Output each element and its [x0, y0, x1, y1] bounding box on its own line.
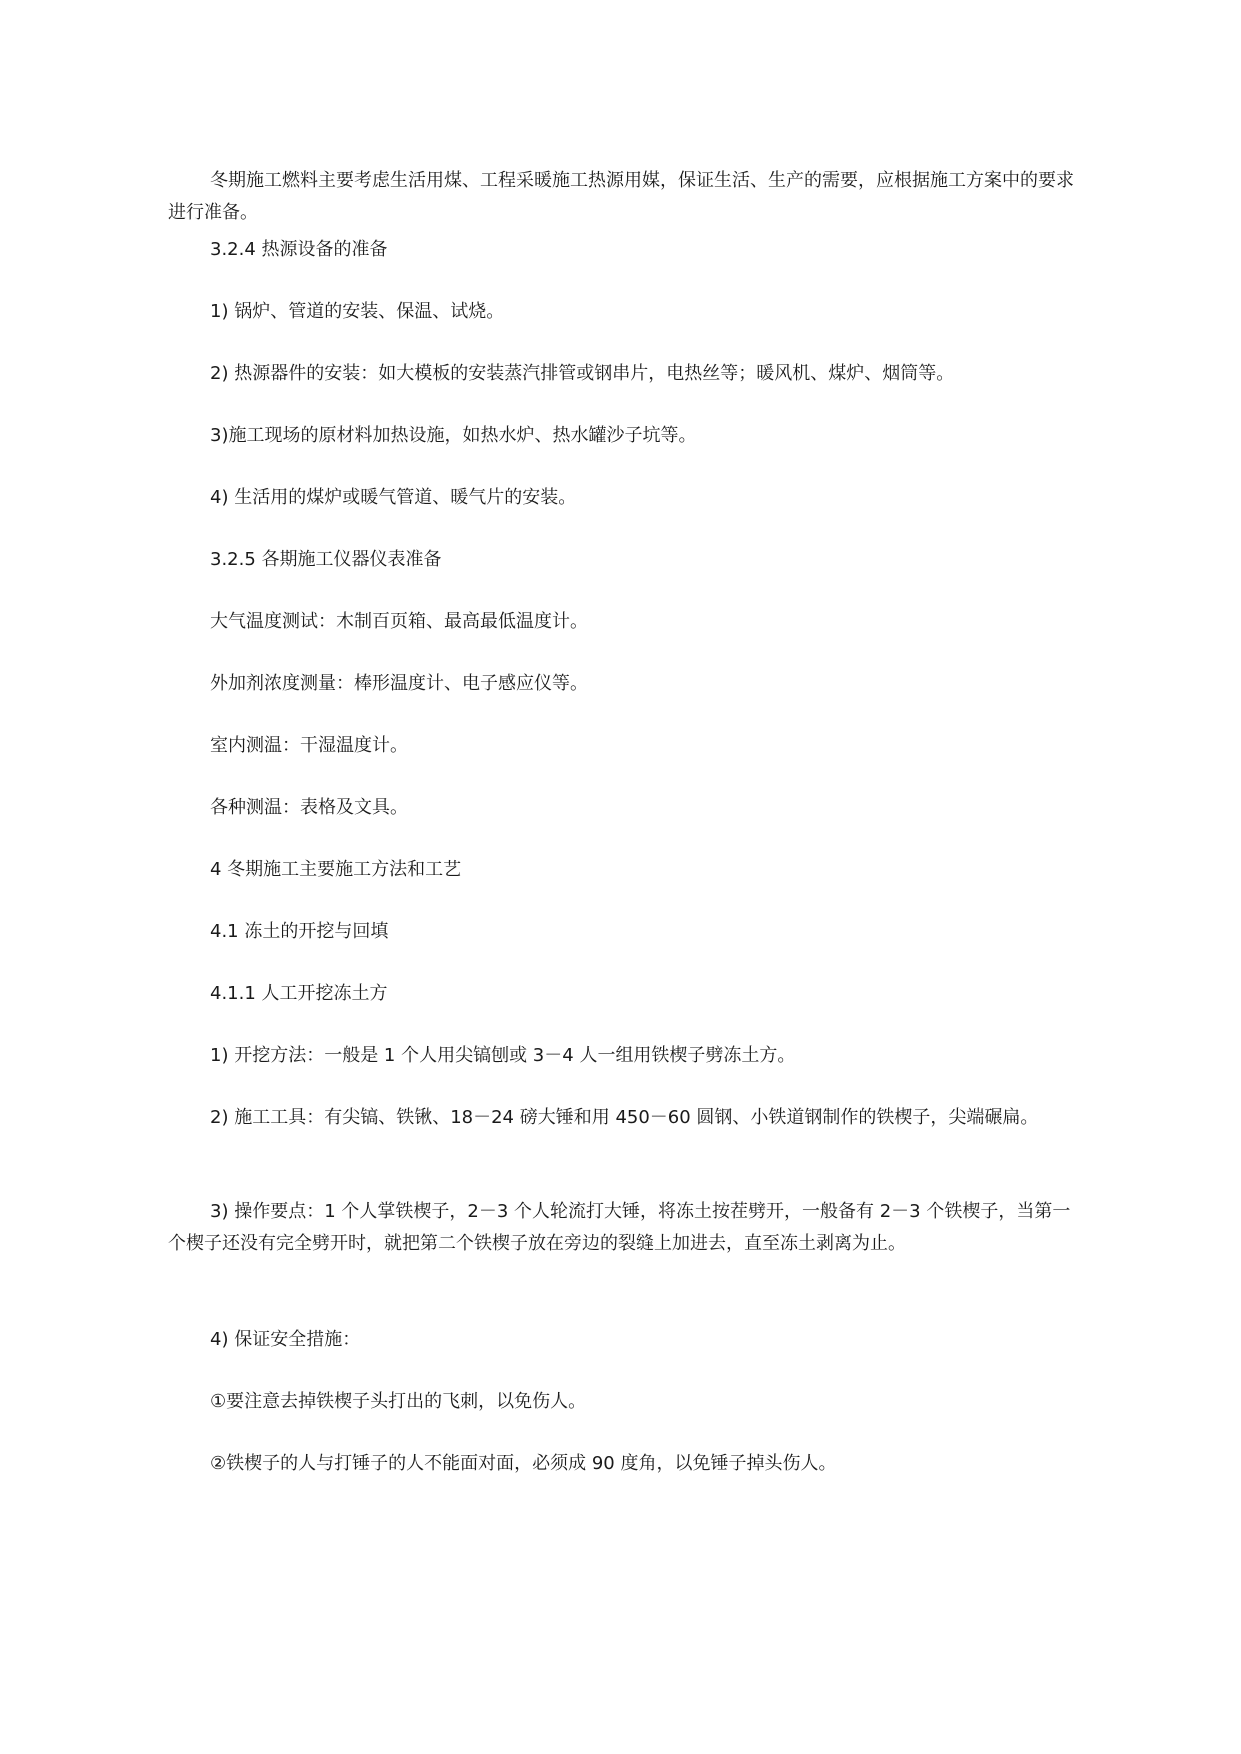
heading-3-2-5: 3.2.5 各期施工仪器仪表准备 — [210, 549, 442, 570]
list-item-heating-facilities: 3)施工现场的原材料加热设施，如热水炉、热水罐沙子坑等。 — [210, 425, 697, 446]
list-item-boiler: 1) 锅炉、管道的安装、保温、试烧。 — [210, 301, 505, 322]
list-item-stove: 4) 生活用的煤炉或暖气管道、暖气片的安装。 — [210, 487, 577, 508]
paragraph-indoor-temp: 室内测温：干湿温度计。 — [210, 735, 408, 756]
paragraph-various-temp: 各种测温：表格及文具。 — [210, 797, 408, 818]
heading-4-1-1: 4.1.1 人工开挖冻土方 — [210, 983, 388, 1004]
list-item-safety-2: ②铁楔子的人与打锤子的人不能面对面，必须成 90 度角，以免锤子掉头伤人。 — [210, 1453, 837, 1474]
heading-3-2-4: 3.2.4 热源设备的准备 — [210, 239, 388, 260]
paragraph-air-temp: 大气温度测试：木制百页箱、最高最低温度计。 — [210, 611, 588, 632]
list-item-tools: 2) 施工工具：有尖镐、铁锹、18－24 磅大锤和用 450－60 圆钢、小铁道钢制作的铁楔子，尖端碾扁。 — [210, 1107, 1039, 1128]
paragraph-fuel: 冬期施工燃料主要考虑生活用煤、工程采暖施工热源用媒，保证生活、生产的需要，应根据施工方案中的要求进行准备。 — [168, 170, 1074, 223]
list-item-method: 1) 开挖方法：一般是 1 个人用尖镐刨或 3－4 人一组用铁楔子劈冻土方。 — [210, 1045, 796, 1066]
list-item-heat-devices: 2) 热源器件的安装：如大模板的安装蒸汽排管或钢串片，电热丝等；暖风机、煤炉、烟筒等。 — [210, 363, 955, 384]
list-item-safety: 4) 保证安全措施： — [210, 1329, 361, 1350]
list-item-safety-1: ①要注意去掉铁楔子头打出的飞刺，以免伤人。 — [210, 1391, 587, 1412]
heading-4-1: 4.1 冻土的开挖与回填 — [210, 921, 389, 942]
paragraph-admixture: 外加剂浓度测量：棒形温度计、电子感应仪等。 — [210, 673, 588, 694]
heading-4: 4 冬期施工主要施工方法和工艺 — [210, 859, 462, 880]
list-item-operation: 3) 操作要点：1 个人掌铁楔子，2－3 个人轮流打大锤，将冻土按茬劈开，一般备有 2－3 个铁楔子，当第一个楔子还没有完全劈开时，就把第二个铁楔子放在旁边的裂缝上加进去，直至冻土剥离为止。 — [168, 1201, 1071, 1254]
